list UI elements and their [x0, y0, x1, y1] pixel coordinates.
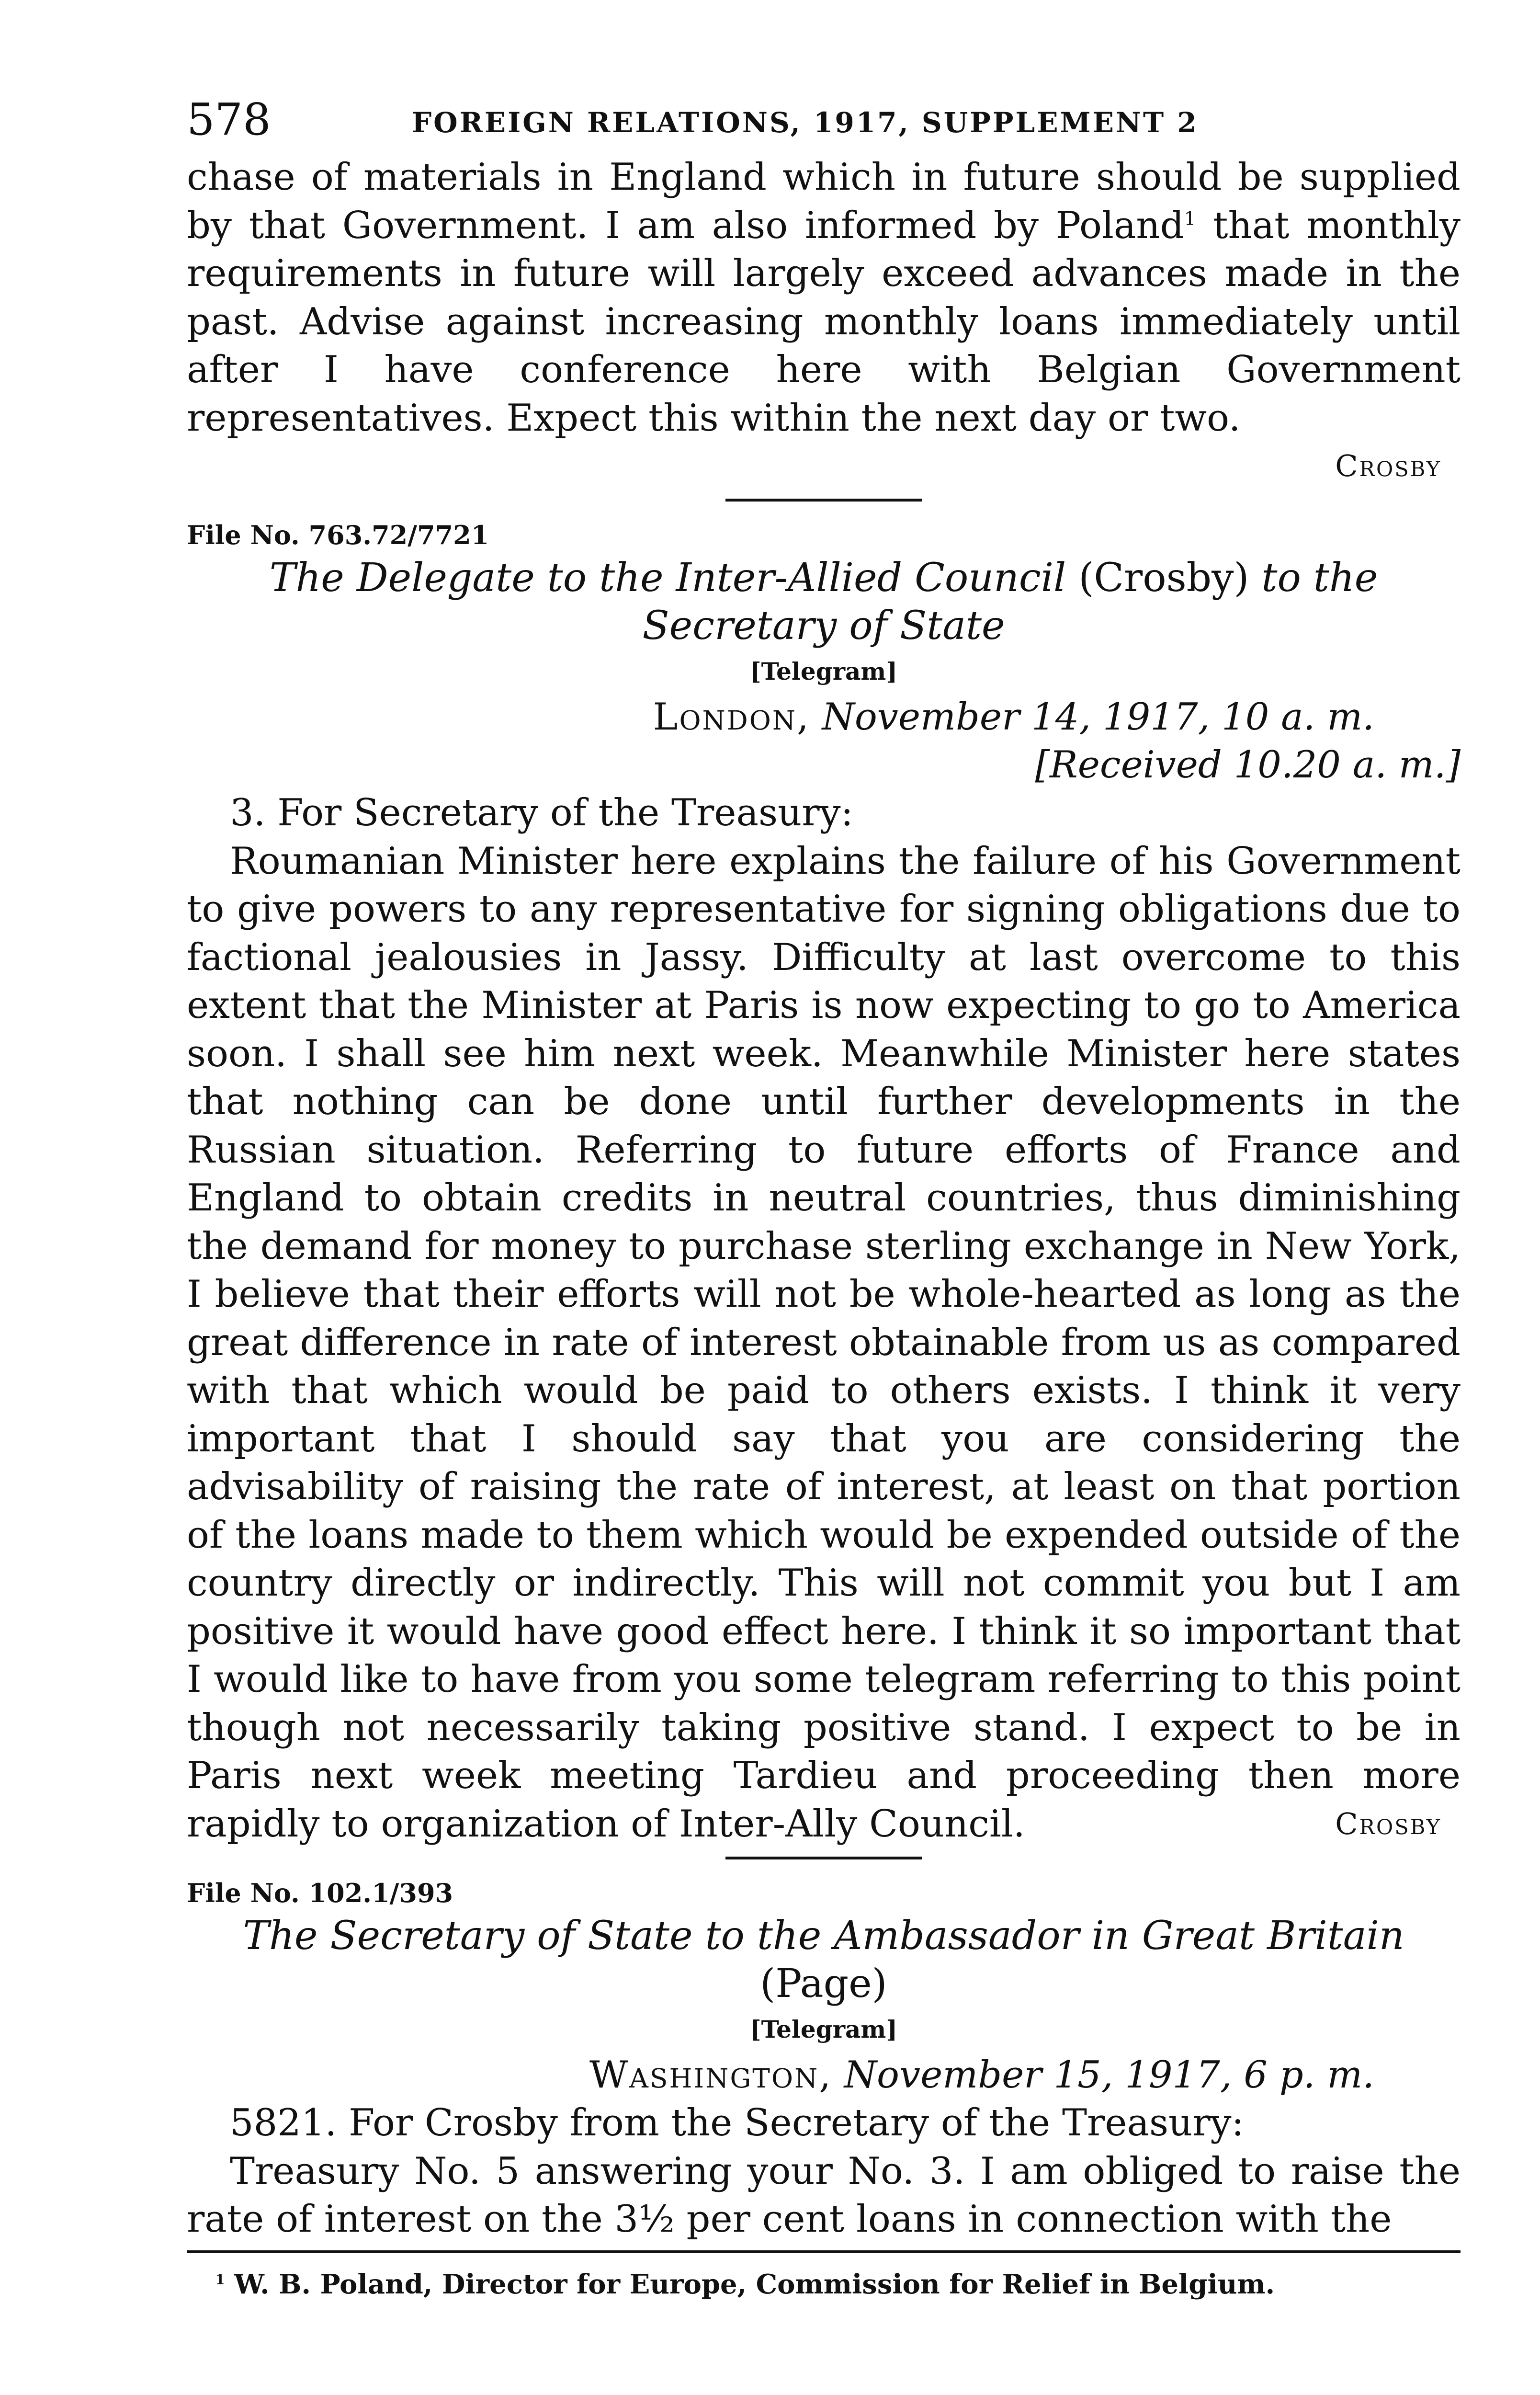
received-time: [Received 10.20 a. m.]	[1035, 743, 1461, 787]
footnote-reference: 1	[1184, 208, 1196, 230]
dateline-place: London,	[653, 696, 810, 739]
signature-crosby: Crosby	[1335, 1806, 1441, 1841]
telegram-paragraph: Roumanian Minister here explains the failure of his Government to give powers to any representative for signing obligations due to factional jealousies in Jassy. Difficulty at last overcome to this extent that the Minister at Paris is now expecting to go to America soon. I shall see him next week. Meanwhile Minister here states that nothing can be done until further developments in the Russian situation. Referring to future efforts of France and England to obtain credits in neutral countries, thus diminishing the demand for money to purchase sterling exchange in New York, I believe that their efforts will not be whole-hearted as long as the great difference in rate of interest obtainable from us as compared with that which would be paid to others exists. I think it very important that I should say that you are considering the advisability of raising the rate of interest, at least on that portion of the loans made to them which would be expended outside of the country directly or indirectly. This will not commit you but I am positive it would have good effect here. I think it so important that I would like to have from you some telegram referring to this point though not necessarily taking positive stand. I expect to be in Paris next week meeting Tardieu and proceeding then more rapidly to organization of Inter-Ally Council.	[187, 839, 1461, 1846]
dateline-place: Washington,	[589, 2053, 832, 2097]
paragraph-text: that monthly requirements in future will largely exceed advances made in the past. Advise against increasing monthly loans immediately until after I have conference here with Belgian Government representatives. Expect this within the next day or two.	[187, 204, 1461, 440]
signature-crosby: Crosby	[1335, 448, 1441, 483]
footnote-text: W. B. Poland, Director for Europe, Commission for Relief in Belgium.	[225, 2268, 1275, 2300]
footnote	[187, 2265, 1461, 2304]
telegram-paragraph: 5821. For Crosby from the Secretary of the Treasury:	[230, 2101, 1244, 2144]
continued-paragraph	[187, 153, 1461, 442]
telegram-label: [Telegram]	[749, 657, 897, 685]
page-number: 578	[187, 94, 271, 145]
telegram-paragraph: 3. For Secretary of the Treasury:	[230, 791, 853, 834]
document-page	[187, 96, 1461, 2304]
file-number: File No. 102.1/393	[187, 1878, 453, 1908]
document-heading: The Delegate to the Inter-Allied Council (Crosby) to the Secretary of State	[269, 555, 1378, 649]
file-number: File No. 763.72/7721	[187, 520, 489, 550]
footnote-divider	[187, 2250, 1461, 2253]
dateline	[187, 2051, 1461, 2099]
dateline-date: November 15, 1917, 6 p. m.	[844, 2053, 1374, 2097]
paragraph-text: chase of materials in England which in future should be supplied by that Government. I am also informed by Poland	[187, 156, 1461, 247]
running-title: FOREIGN RELATIONS, 1917, SUPPLEMENT 2	[412, 106, 1199, 139]
section-divider	[725, 1857, 922, 1859]
dateline-date: November 14, 1917, 10 a. m.	[822, 696, 1374, 739]
running-head	[187, 96, 1461, 153]
telegram-label: [Telegram]	[749, 2015, 897, 2043]
footnote-mark: 1	[215, 2271, 225, 2287]
dateline	[187, 693, 1461, 741]
document-heading: The Secretary of State to the Ambassador in Great Britain (Page)	[243, 1913, 1404, 2007]
telegram-paragraph: Treasury No. 5 answering your No. 3. I am obliged to raise the rate of interest on the 3½ per cent loans in connection with the	[187, 2149, 1461, 2241]
section-divider	[725, 499, 922, 502]
